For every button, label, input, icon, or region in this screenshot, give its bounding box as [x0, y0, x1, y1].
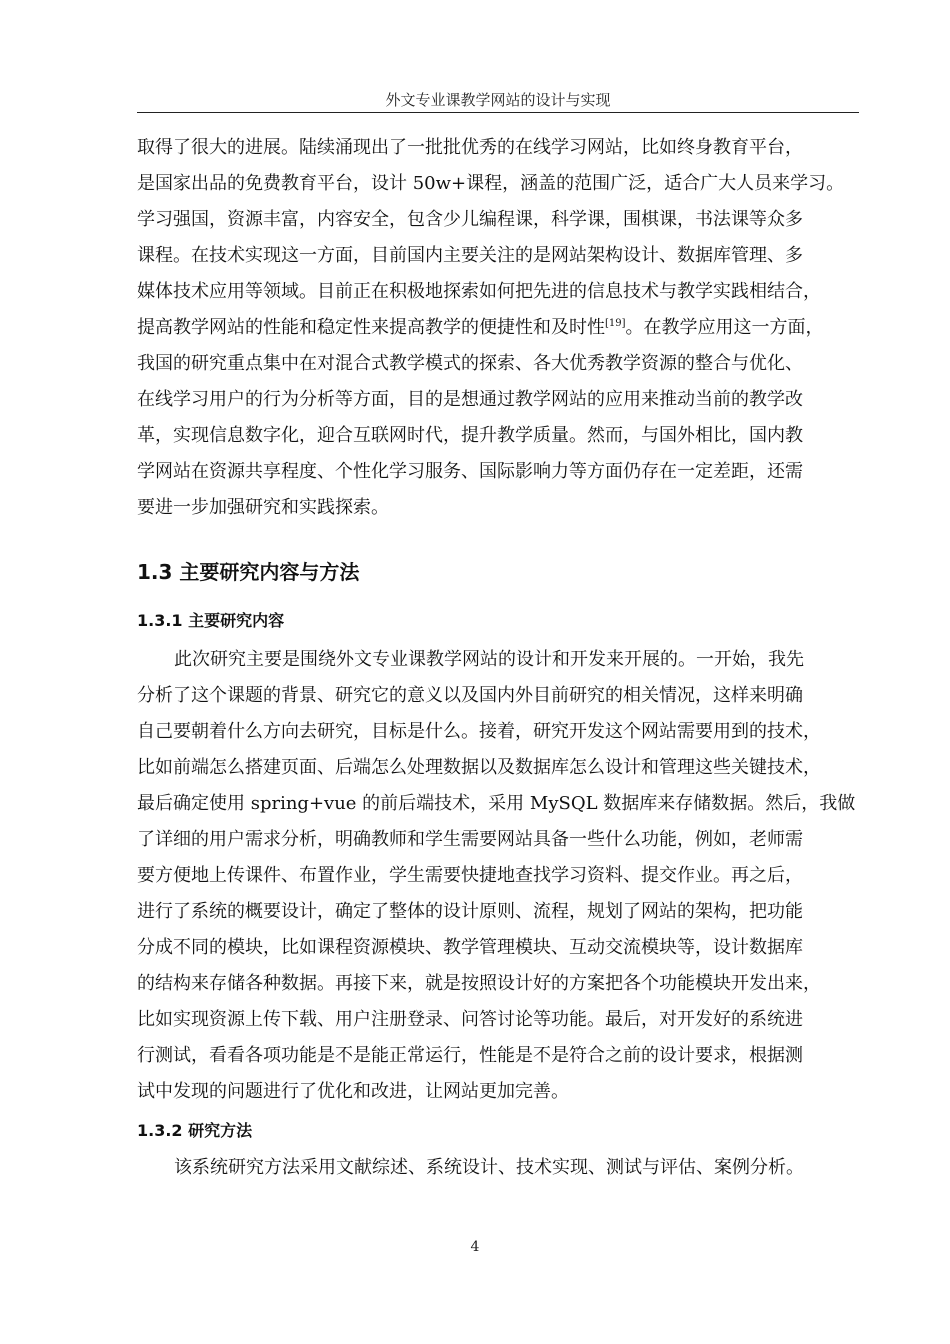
- paragraph-line-with-citation: [137, 316, 824, 340]
- paragraph-line: 分析了这个课题的背景、研究它的意义以及国内外目前研究的相关情况，这样来明确: [137, 685, 803, 706]
- paragraph-line: 进行了系统的概要设计，确定了整体的设计原则、流程，规划了网站的架构，把功能: [137, 901, 803, 922]
- paragraph-line: 了详细的用户需求分析，明确教师和学生需要网站具备一些什么功能，例如，老师需: [137, 829, 803, 850]
- paragraph-line: 学网站在资源共享程度、个性化学习服务、国际影响力等方面仍存在一定差距，还需: [137, 461, 803, 482]
- paragraph-line: 的结构来存储各种数据。再接下来，就是按照设计好的方案把各个功能模块开发出来，: [137, 973, 821, 994]
- paragraph-line: 是国家出品的免费教育平台，设计 50w+课程，涵盖的范围广泛，适合广大人员来学习。: [137, 173, 845, 194]
- paragraph-line: 试中发现的问题进行了优化和改进，让网站更加完善。: [137, 1081, 569, 1102]
- paragraph-line: 在线学习用户的行为分析等方面，目的是想通过教学网站的应用来推动当前的教学改: [137, 389, 803, 410]
- subsection-heading: 1.3.2 研究方法: [137, 1121, 253, 1140]
- paragraph-line: 行测试，看看各项功能是不是能正常运行，性能是不是符合之前的设计要求，根据测: [137, 1045, 803, 1066]
- paragraph-text: 。在教学应用这一方面，: [625, 317, 824, 338]
- paragraph-line: 我国的研究重点集中在对混合式教学模式的探索、各大优秀教学资源的整合与优化、: [137, 353, 803, 374]
- paragraph-line: 此次研究主要是围绕外文专业课教学网站的设计和开发来开展的。一开始，我先: [174, 649, 804, 670]
- subsection-heading: 1.3.1 主要研究内容: [137, 611, 285, 630]
- paragraph-line: 自己要朝着什么方向去研究，目标是什么。接着，研究开发这个网站需要用到的技术，: [137, 721, 821, 742]
- paragraph-line: 要方便地上传课件、布置作业，学生需要快捷地查找学习资料、提交作业。再之后，: [137, 865, 803, 886]
- header-rule: [137, 112, 859, 113]
- paragraph-line: 该系统研究方法采用文献综述、系统设计、技术实现、测试与评估、案例分析。: [174, 1157, 804, 1178]
- paragraph-line: 媒体技术应用等领域。目前正在积极地探索如何把先进的信息技术与教学实践相结合，: [137, 281, 821, 302]
- paragraph-line: 要进一步加强研究和实践探索。: [137, 497, 389, 518]
- paragraph-line: 课程。在技术实现这一方面，目前国内主要关注的是网站架构设计、数据库管理、多: [137, 245, 803, 266]
- paragraph-line: 学习强国，资源丰富，内容安全，包含少儿编程课，科学课，围棋课，书法课等众多: [137, 209, 803, 230]
- paragraph-line: 分成不同的模块，比如课程资源模块、教学管理模块、互动交流模块等，设计数据库: [137, 937, 803, 958]
- paragraph-line: 取得了很大的进展。陆续涌现出了一批批优秀的在线学习网站，比如终身教育平台，: [137, 137, 803, 158]
- section-heading: 1.3 主要研究内容与方法: [137, 560, 360, 584]
- citation-marker: [19]: [605, 318, 626, 329]
- running-header: 外文专业课教学网站的设计与实现: [385, 91, 611, 109]
- page-number: 4: [470, 1239, 480, 1255]
- paragraph-line: 比如实现资源上传下载、用户注册登录、问答讨论等功能。最后，对开发好的系统进: [137, 1009, 803, 1030]
- paragraph-line: 革，实现信息数字化，迎合互联网时代，提升教学质量。然而，与国外相比，国内教: [137, 425, 803, 446]
- paragraph-line: 比如前端怎么搭建页面、后端怎么处理数据以及数据库怎么设计和管理这些关键技术，: [137, 757, 821, 778]
- paragraph-text: 提高教学网站的性能和稳定性来提高教学的便捷性和及时性: [137, 317, 605, 338]
- paragraph-line: 最后确定使用 spring+vue 的前后端技术，采用 MySQL 数据库来存储数据。然后，我做: [137, 793, 856, 814]
